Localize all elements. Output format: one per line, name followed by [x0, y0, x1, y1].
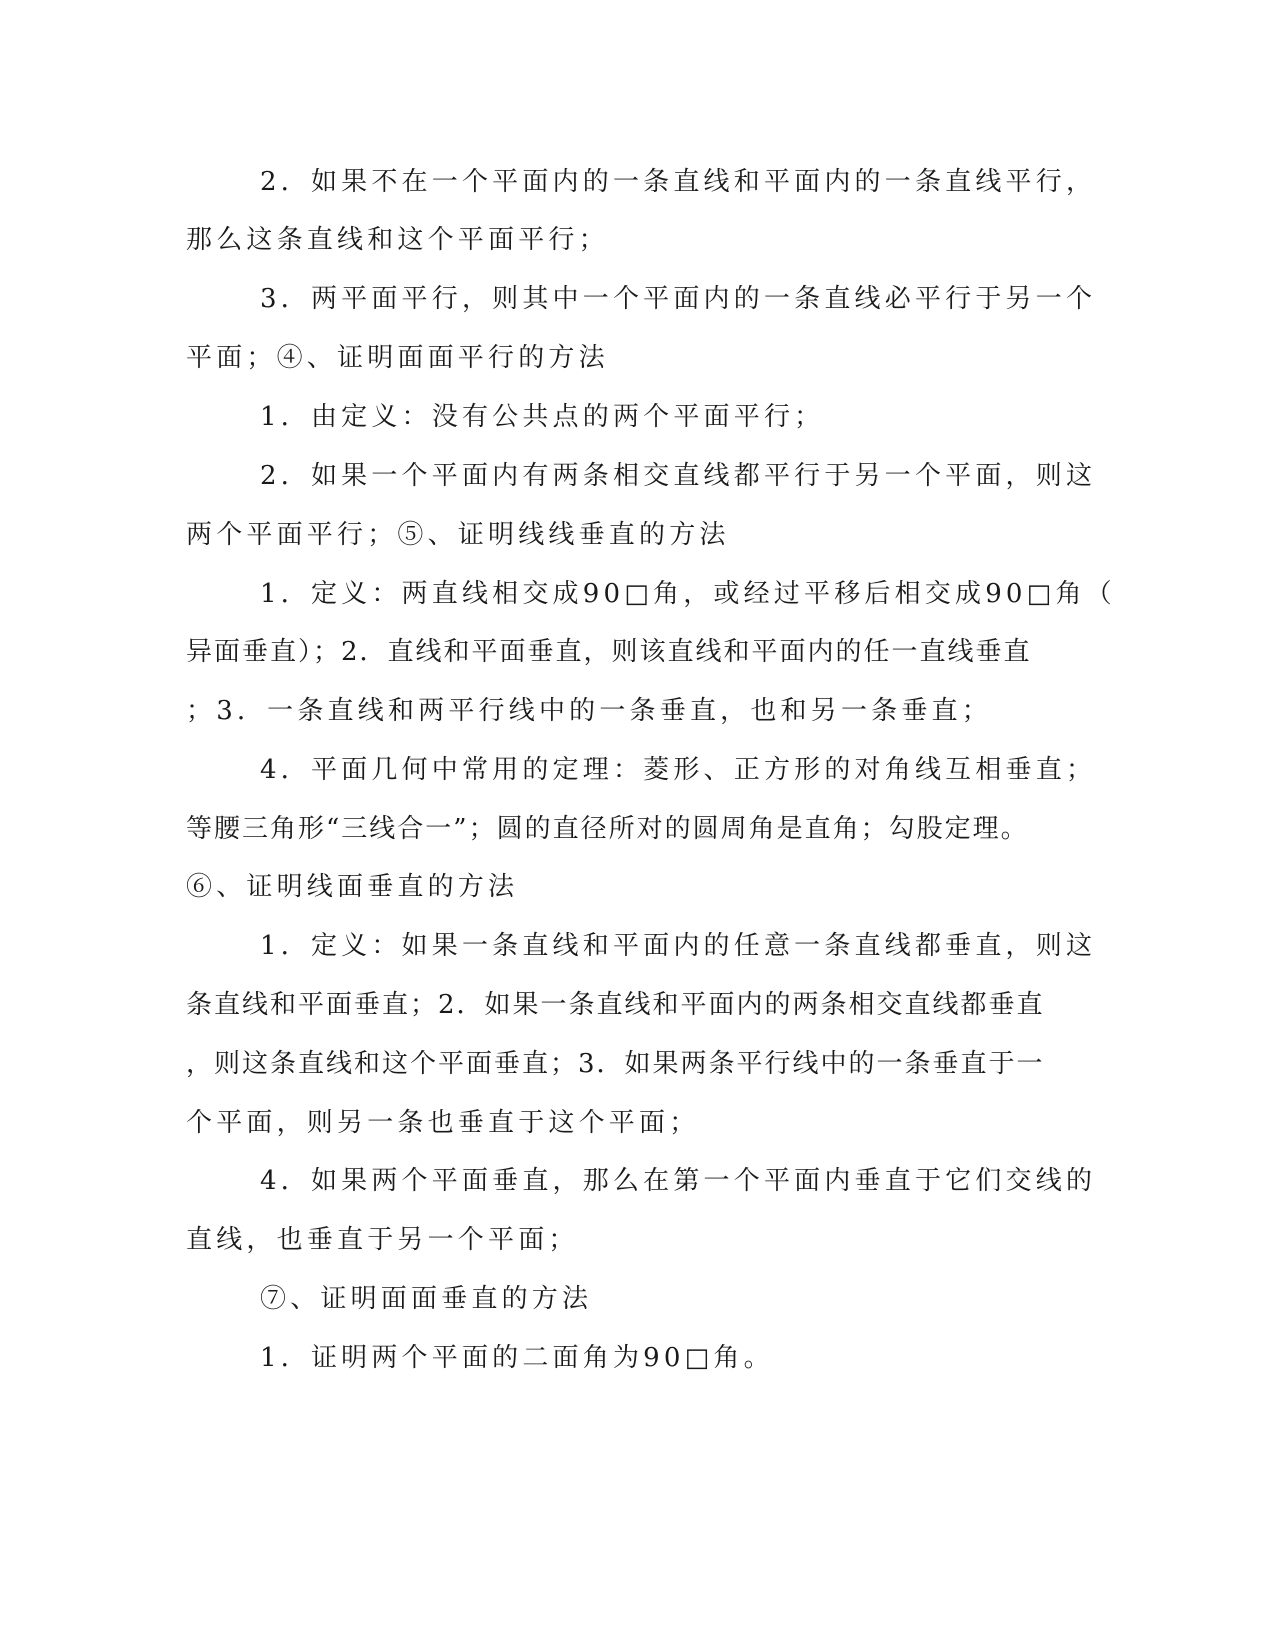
- text-line: ⑥、证明线面垂直的方法: [186, 872, 519, 902]
- text-line: 4．平面几何中常用的定理：菱形、正方形的对角线互相垂直；: [260, 755, 1097, 785]
- text-line: 1．证明两个平面的二面角为90□角。: [260, 1343, 774, 1373]
- text-line: 4．如果两个平面垂直，那么在第一个平面内垂直于它们交线的: [260, 1166, 1097, 1196]
- text-line: 1．定义：两直线相交成90□角，或经过平移后相交成90□角（: [260, 579, 1116, 609]
- text-line: 那么这条直线和这个平面平行；: [186, 225, 609, 255]
- text-line: ⑦、证明面面垂直的方法: [260, 1284, 593, 1314]
- text-line: 1．定义：如果一条直线和平面内的任意一条直线都垂直，则这: [260, 931, 1097, 961]
- text-line: 2．如果不在一个平面内的一条直线和平面内的一条直线平行，: [260, 167, 1097, 197]
- text-line: ；3．一条直线和两平行线中的一条垂直，也和另一条垂直；: [186, 696, 992, 726]
- text-line: 两个平面平行；⑤、证明线线垂直的方法: [186, 520, 730, 550]
- text-line: 3．两平面平行，则其中一个平面内的一条直线必平行于另一个: [260, 284, 1097, 314]
- text-line: 平面；④、证明面面平行的方法: [186, 343, 609, 373]
- text-line: 个平面，则另一条也垂直于这个平面；: [186, 1108, 700, 1138]
- text-line: 异面垂直）；2．直线和平面垂直，则该直线和平面内的任一直线垂直: [186, 637, 1032, 667]
- text-line: ，则这条直线和这个平面垂直；3．如果两条平行线中的一条垂直于一: [186, 1049, 1045, 1079]
- text-line: 2．如果一个平面内有两条相交直线都平行于另一个平面，则这: [260, 461, 1097, 491]
- text-line: 直线，也垂直于另一个平面；: [186, 1225, 579, 1255]
- text-line: 等腰三角形“三线合一”；圆的直径所对的圆周角是直角；勾股定理。: [186, 814, 1029, 844]
- text-line: 1．由定义：没有公共点的两个平面平行；: [260, 402, 825, 432]
- text-line: 条直线和平面垂直；2．如果一条直线和平面内的两条相交直线都垂直: [186, 990, 1045, 1020]
